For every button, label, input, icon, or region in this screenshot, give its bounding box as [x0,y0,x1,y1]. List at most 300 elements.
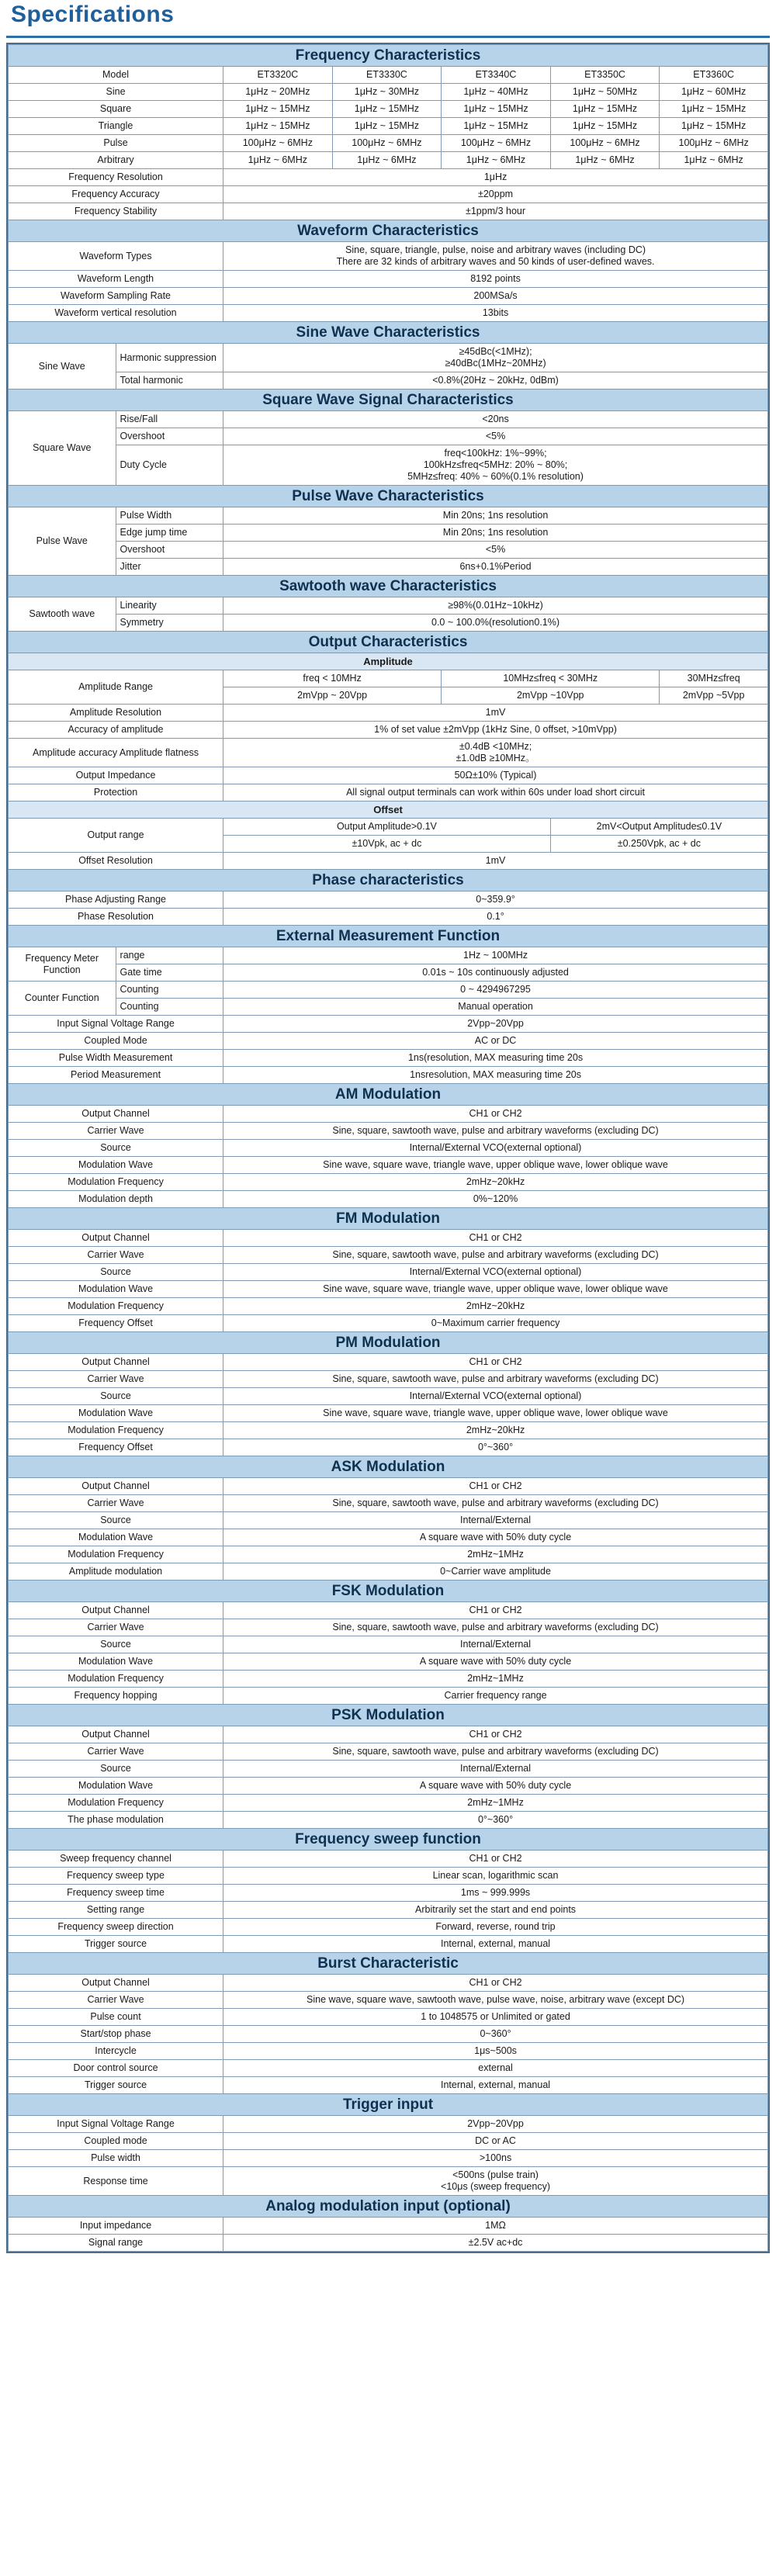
table-row [9,1264,768,1281]
table-row [9,1705,768,1726]
spec-value [223,445,768,486]
spec-value: A square wave with 50% duty cycle [223,1778,768,1795]
spec-value: CH1 or CH2 [223,1975,768,1992]
spec-label: Sweep frequency channel [9,1851,223,1868]
spec-label: Pulse Width Measurement [9,1050,223,1067]
spec-value: CH1 or CH2 [223,1478,768,1495]
cell-line: ≥40dBc(1MHz~20MHz) [445,358,546,369]
spec-label: Modulation Frequency [9,1174,223,1191]
spec-label: Model [9,67,223,84]
spec-table [8,44,768,2252]
spec-label: Carrier Wave [9,1743,223,1761]
table-row [9,1602,768,1619]
table-row [9,220,768,242]
spec-value: DC or AC [223,2133,768,2150]
section-title: Frequency Characteristics [9,45,768,67]
section-title: Output Characteristics [9,632,768,653]
table-row [9,1123,768,1140]
table-row [9,1868,768,1885]
spec-value: >100ns [223,2150,768,2167]
spec-label: Modulation Wave [9,1405,223,1422]
spec-label: Accuracy of amplitude [9,722,223,739]
table-row [9,597,768,615]
spec-value: 0%~120% [223,1191,768,1208]
table-row [9,739,768,767]
table-row [9,390,768,411]
spec-value: CH1 or CH2 [223,1230,768,1247]
spec-label: Modulation Wave [9,1653,223,1671]
section-title: Burst Characteristic [9,1953,768,1975]
table-row [9,203,768,220]
spec-value: 1μHz ~ 15MHz [332,118,442,135]
table-row [9,1529,768,1546]
table-row [9,1902,768,1919]
table-row [9,507,768,525]
table-row [9,152,768,169]
spec-value: 2mHz~20kHz [223,1422,768,1439]
spec-value: 0~Carrier wave amplitude [223,1563,768,1581]
spec-value: 2mHz~1MHz [223,1546,768,1563]
table-row [9,1439,768,1456]
table-row [9,1778,768,1795]
spec-label: Modulation Wave [9,1157,223,1174]
table-row [9,2094,768,2116]
spec-label: Modulation Frequency [9,1795,223,1812]
spec-value: Output Amplitude>0.1V [223,819,551,836]
table-row [9,1067,768,1084]
spec-label: Output Channel [9,1975,223,1992]
spec-label: Output Channel [9,1478,223,1495]
spec-value: 0.01s ~ 10s continuously adjusted [223,964,768,982]
table-row [9,2026,768,2043]
spec-label: Protection [9,784,223,802]
spec-value: 2Vpp~20Vpp [223,2116,768,2133]
spec-label: Modulation depth [9,1191,223,1208]
table-row [9,1975,768,1992]
spec-label: Modulation Frequency [9,1546,223,1563]
spec-value: Arbitrarily set the start and end points [223,1902,768,1919]
title-bar [6,0,770,38]
spec-value: 100μHz ~ 6MHz [332,135,442,152]
spec-value: <5% [223,542,768,559]
spec-label: Carrier Wave [9,1992,223,2009]
section-title: Sawtooth wave Characteristics [9,576,768,597]
table-row [9,2043,768,2060]
spec-label: Waveform Length [9,271,223,288]
spec-value: Forward, reverse, round trip [223,1919,768,1936]
spec-label: Pulse count [9,2009,223,2026]
spec-value: Sine wave, square wave, triangle wave, upper oblique wave, lower oblique wave [223,1405,768,1422]
spec-label: Source [9,1140,223,1157]
spec-label: Trigger source [9,2077,223,2094]
spec-label: Offset Resolution [9,853,223,870]
section-title: AM Modulation [9,1084,768,1106]
spec-label: Source [9,1388,223,1405]
table-row [9,1371,768,1388]
table-row [9,576,768,597]
spec-label: Frequency Resolution [9,169,223,186]
table-row [9,186,768,203]
spec-label: Carrier Wave [9,1619,223,1636]
spec-label: Waveform vertical resolution [9,305,223,322]
spec-value: 0°~360° [223,1439,768,1456]
table-row [9,1191,768,1208]
spec-label: Trigger source [9,1936,223,1953]
spec-value: Sine, square, sawtooth wave, pulse and arbitrary waveforms (excluding DC) [223,1495,768,1512]
spec-label: Amplitude Resolution [9,705,223,722]
table-row [9,169,768,186]
spec-value: external [223,2060,768,2077]
table-row [9,2218,768,2235]
spec-label: Pulse width [9,2150,223,2167]
spec-value: freq < 10MHz [223,670,442,687]
spec-label: Waveform Types [9,242,223,271]
spec-value: 1ns(resolution, MAX measuring time 20s [223,1050,768,1067]
spec-value: 1mV [223,705,768,722]
spec-label: Carrier Wave [9,1495,223,1512]
spec-value: CH1 or CH2 [223,1106,768,1123]
table-row [9,1761,768,1778]
spec-label: Output Channel [9,1726,223,1743]
model-name: ET3330C [332,67,442,84]
spec-label: Output Channel [9,1354,223,1371]
table-row [9,670,768,687]
spec-label: Frequency Offset [9,1439,223,1456]
table-row [9,428,768,445]
spec-value: 100μHz ~ 6MHz [660,135,768,152]
spec-label: Coupled mode [9,2133,223,2150]
table-row [9,767,768,784]
spec-value: Sine, square, sawtooth wave, pulse and arbitrary waveforms (excluding DC) [223,1247,768,1264]
spec-value: 1μHz ~ 30MHz [332,84,442,101]
spec-label: Frequency sweep time [9,1885,223,1902]
spec-label: Output Channel [9,1106,223,1123]
spec-label: Phase Adjusting Range [9,892,223,909]
section-title: Pulse Wave Characteristics [9,486,768,507]
spec-value: 0.0 ~ 100.0%(resolution0.1%) [223,615,768,632]
spec-value: 50Ω±10% (Typical) [223,767,768,784]
spec-value: Internal/External VCO(external optional) [223,1140,768,1157]
spec-label: Edge jump time [116,525,223,542]
spec-value [223,2167,768,2196]
table-row [9,802,768,819]
cell-line: <10μs (sweep frequency) [441,2181,551,2192]
cell-line: ±0.4dB <10MHz; [459,741,532,752]
spec-label: Total harmonic [116,372,223,390]
spec-value: <20ns [223,411,768,428]
spec-value: 2mVpp ~ 20Vpp [223,687,442,705]
table-row [9,1033,768,1050]
table-row [9,1495,768,1512]
spec-value: 1μHz ~ 15MHz [223,101,333,118]
section-title: FSK Modulation [9,1581,768,1602]
spec-label: Carrier Wave [9,1123,223,1140]
spec-value: 2mHz~1MHz [223,1795,768,1812]
spec-label: Overshoot [116,542,223,559]
spec-value: 2mHz~1MHz [223,1671,768,1688]
spec-value: 1μHz ~ 6MHz [550,152,660,169]
table-row [9,67,768,84]
spec-value: Sine, square, sawtooth wave, pulse and arbitrary waveforms (excluding DC) [223,1371,768,1388]
table-row [9,344,768,372]
subsection-title: Offset [9,802,768,819]
table-row [9,1456,768,1478]
spec-value: Internal/External [223,1636,768,1653]
spec-group-label: Square Wave [9,411,116,486]
table-row [9,892,768,909]
table-row [9,135,768,152]
table-row [9,1829,768,1851]
section-title: Phase characteristics [9,870,768,892]
cell-line: ≥45dBc(<1MHz); [459,346,532,357]
spec-value: 0~360° [223,2026,768,2043]
table-row [9,84,768,101]
spec-label: Response time [9,2167,223,2196]
spec-label: Output Impedance [9,767,223,784]
spec-label: Input Signal Voltage Range [9,1016,223,1033]
spec-value: 6ns+0.1%Period [223,559,768,576]
spec-label: Arbitrary [9,152,223,169]
spec-label: Harmonic suppression [116,344,223,372]
spec-value [223,242,768,271]
table-row [9,705,768,722]
spec-label: Modulation Frequency [9,1422,223,1439]
table-row [9,1671,768,1688]
spec-value: 1μHz ~ 15MHz [660,101,768,118]
spec-value: Min 20ns; 1ns resolution [223,507,768,525]
spec-label: Intercycle [9,2043,223,2060]
spec-value: 1μHz ~ 6MHz [660,152,768,169]
spec-label: Linearity [116,597,223,615]
spec-label: Modulation Frequency [9,1298,223,1315]
spec-value: <5% [223,428,768,445]
table-row [9,853,768,870]
spec-label: Waveform Sampling Rate [9,288,223,305]
table-row [9,1405,768,1422]
spec-value: 1μHz [223,169,768,186]
section-title: PSK Modulation [9,1705,768,1726]
section-title: Frequency sweep function [9,1829,768,1851]
spec-value: 1μHz ~ 20MHz [223,84,333,101]
spec-value: 2mHz~20kHz [223,1174,768,1191]
spec-label: Source [9,1761,223,1778]
spec-value: 2mV<Output Amplitude≤0.1V [550,819,767,836]
table-row [9,118,768,135]
spec-value: 1μHz ~ 15MHz [442,118,551,135]
spec-label: Symmetry [116,615,223,632]
model-name: ET3320C [223,67,333,84]
spec-group-label: Sine Wave [9,344,116,390]
spec-label: Source [9,1512,223,1529]
cell-line: <500ns (pulse train) [452,2169,539,2180]
spec-value: 30MHz≤freq [660,670,768,687]
spec-label: Pulse Width [116,507,223,525]
spec-value: 13bits [223,305,768,322]
spec-value: 1μHz ~ 15MHz [660,118,768,135]
spec-value: Min 20ns; 1ns resolution [223,525,768,542]
spec-label: Sine [9,84,223,101]
spec-label: Duty Cycle [116,445,223,486]
spec-label: Period Measurement [9,1067,223,1084]
table-row [9,947,768,964]
table-row [9,1247,768,1264]
spec-value [223,344,768,372]
spec-value: Internal/External VCO(external optional) [223,1264,768,1281]
table-row [9,542,768,559]
table-row [9,1546,768,1563]
spec-value [223,739,768,767]
spec-value: 1μHz ~ 15MHz [550,118,660,135]
table-row [9,1619,768,1636]
spec-label: Modulation Wave [9,1778,223,1795]
spec-label: Source [9,1636,223,1653]
spec-label: Output Channel [9,1230,223,1247]
spec-value: 2mVpp ~5Vpp [660,687,768,705]
spec-label: Modulation Wave [9,1529,223,1546]
spec-value: Linear scan, logarithmic scan [223,1868,768,1885]
spec-label: Setting range [9,1902,223,1919]
table-row [9,305,768,322]
section-title: Sine Wave Characteristics [9,322,768,344]
spec-value: 200MSa/s [223,288,768,305]
spec-label: Signal range [9,2235,223,2252]
section-title: Waveform Characteristics [9,220,768,242]
spec-label: Frequency sweep direction [9,1919,223,1936]
table-row [9,819,768,836]
spec-value: 100μHz ~ 6MHz [442,135,551,152]
spec-value: CH1 or CH2 [223,1354,768,1371]
table-row [9,525,768,542]
spec-value: ±20ppm [223,186,768,203]
table-row [9,2235,768,2252]
table-row [9,964,768,982]
spec-value: Sine, square, sawtooth wave, pulse and arbitrary waveforms (excluding DC) [223,1743,768,1761]
spec-label: Frequency Offset [9,1315,223,1332]
spec-label: Carrier Wave [9,1247,223,1264]
spec-value: ±2.5V ac+dc [223,2235,768,2252]
table-row [9,2150,768,2167]
table-row [9,1281,768,1298]
table-row [9,1208,768,1230]
spec-value: Sine, square, sawtooth wave, pulse and arbitrary waveforms (excluding DC) [223,1619,768,1636]
spec-value: 8192 points [223,271,768,288]
spec-label: Output range [9,819,223,853]
table-row [9,445,768,486]
table-row [9,1084,768,1106]
spec-value: Sine wave, square wave, triangle wave, upper oblique wave, lower oblique wave [223,1281,768,1298]
table-row [9,1106,768,1123]
page-title: Specifications [11,2,175,27]
spec-value: 1Hz ~ 100MHz [223,947,768,964]
spec-group-label: Counter Function [9,982,116,1016]
spec-value: 0°~360° [223,1812,768,1829]
spec-value: ±1ppm/3 hour [223,203,768,220]
spec-value: AC or DC [223,1033,768,1050]
table-row [9,1795,768,1812]
spec-label: range [116,947,223,964]
section-title: FM Modulation [9,1208,768,1230]
table-row [9,982,768,999]
spec-value: 1μHz ~ 15MHz [223,118,333,135]
table-row [9,1298,768,1315]
spec-value: 1mV [223,853,768,870]
table-row [9,926,768,947]
table-row [9,1315,768,1332]
table-row [9,1992,768,2009]
spec-label: Start/stop phase [9,2026,223,2043]
spec-value: Internal, external, manual [223,1936,768,1953]
model-name: ET3350C [550,67,660,84]
spec-value: 1μHz ~ 15MHz [332,101,442,118]
model-name: ET3360C [660,67,768,84]
table-row [9,1919,768,1936]
section-title: Analog modulation input (optional) [9,2196,768,2218]
spec-label: Carrier Wave [9,1371,223,1388]
table-row [9,722,768,739]
spec-label: Amplitude Range [9,670,223,705]
spec-value: 1μHz ~ 60MHz [660,84,768,101]
model-name: ET3340C [442,67,551,84]
table-row [9,2116,768,2133]
spec-value: 1μs~500s [223,2043,768,2060]
spec-value: Sine, square, sawtooth wave, pulse and arbitrary waveforms (excluding DC) [223,1123,768,1140]
spec-label: Frequency Accuracy [9,186,223,203]
table-row [9,2077,768,2094]
spec-label: Counting [116,982,223,999]
cell-line: 5MHz≤freq: 40% ~ 60%(0.1% resolution) [407,471,584,482]
spec-label: Triangle [9,118,223,135]
spec-label: Input impedance [9,2218,223,2235]
spec-label: Source [9,1264,223,1281]
section-title: Trigger input [9,2094,768,2116]
spec-group-label: Frequency Meter Function [9,947,116,982]
spec-value: 1μHz ~ 6MHz [332,152,442,169]
spec-label: Amplitude accuracy Amplitude flatness [9,739,223,767]
spec-label: The phase modulation [9,1812,223,1829]
spec-label: Frequency hopping [9,1688,223,1705]
table-row [9,870,768,892]
spec-value: 2mVpp ~10Vpp [442,687,660,705]
table-row [9,1354,768,1371]
spec-value: 2Vpp~20Vpp [223,1016,768,1033]
spec-label: Modulation Frequency [9,1671,223,1688]
table-row [9,1332,768,1354]
table-row [9,2009,768,2026]
cell-line: freq<100kHz: 1%~99%; [444,448,547,459]
spec-value: 1μHz ~ 15MHz [550,101,660,118]
spec-value: 100μHz ~ 6MHz [223,135,333,152]
table-row [9,322,768,344]
table-row [9,45,768,67]
table-row [9,1688,768,1705]
spec-label: Phase Resolution [9,909,223,926]
cell-line: ±1.0dB ≥10MHz。 [456,753,535,763]
spec-value: 0~Maximum carrier frequency [223,1315,768,1332]
spec-label: Coupled Mode [9,1033,223,1050]
spec-label: Counting [116,999,223,1016]
table-row [9,1743,768,1761]
table-row [9,653,768,670]
spec-label: Input Signal Voltage Range [9,2116,223,2133]
table-row [9,1174,768,1191]
spec-value: 1nsresolution, MAX measuring time 20s [223,1067,768,1084]
spec-value: 1μHz ~ 50MHz [550,84,660,101]
spec-group-label: Sawtooth wave [9,597,116,632]
spec-value: 0.1° [223,909,768,926]
spec-value: Internal/External VCO(external optional) [223,1388,768,1405]
spec-value: 1μHz ~ 6MHz [442,152,551,169]
spec-label: Door control source [9,2060,223,2077]
